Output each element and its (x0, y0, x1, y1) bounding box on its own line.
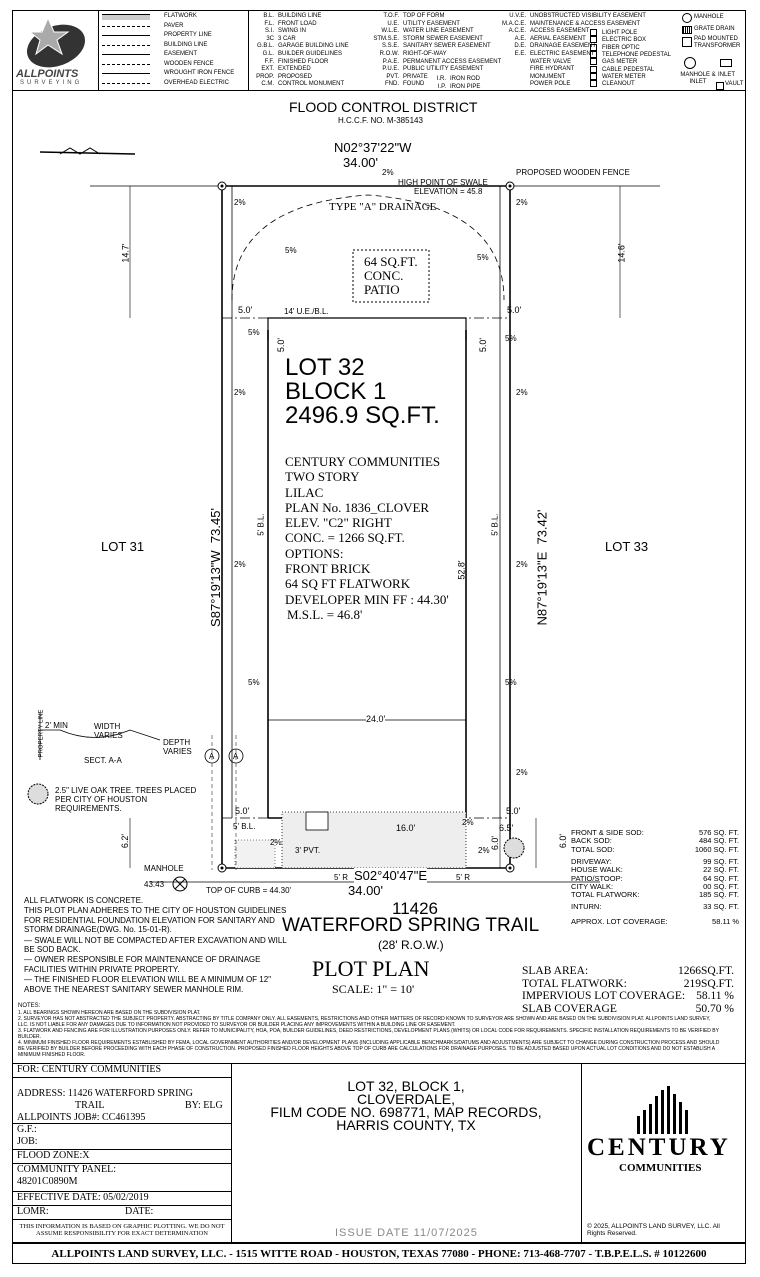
legend-abbrev-code: E.E. (514, 51, 526, 57)
slab-row (522, 990, 734, 1003)
slab-value: 50.70 % (695, 1002, 734, 1015)
coverage-row (571, 891, 739, 899)
legend-linetype-label: PROPERTY LINE (164, 32, 212, 38)
legend-abbrev-code: I.P. (437, 83, 446, 90)
client: FOR: CENTURY COMMUNITIES (17, 1064, 162, 1075)
legend-symbol-label: CABLE PEDESTAL (602, 66, 655, 73)
lot-title: LOT 32 BLOCK 1 2496.9 SQ.FT. (285, 354, 440, 429)
fine-print-note: 2. SURVEYOR HAS NOT ABSTRACTED THE SUBJECT PROPERTY. ABSTRACTING BY TITLE COMPANY ONLY. ALL EASEMENTS, RESTRICTIONS AND OTHER MATTERS OF RECORD KNOWN TO SURVEYOR ARE SHOWN AND ARE BASED ON THE SUBDIVISION PLAT. ALLPOINTS LAND SURVEY, LLC. IS NOT LIABLE FOR ANY DAMAGES DUE TO INFORMATION NOT PROVIDED TO SURVEYOR OR BUILDER PLACING ANY IMPROVEMENTS WITHIN A BUILDING LINE OR EASEMENT. (18, 1016, 711, 1028)
legend-abbrev-code: FND. (385, 81, 399, 88)
high-point: HIGH POINT OF SWALE (398, 178, 488, 187)
legend-abbrev-text: FOUND (403, 81, 425, 88)
dim-60-a: 6.0' (490, 835, 501, 851)
dim-62: 6.2' (120, 833, 131, 849)
slope-pct: 5% (505, 678, 517, 687)
drainage-label: TYPE "A" DRAINAGE (329, 201, 437, 213)
title-block (12, 1063, 746, 1243)
legend-abbrev-code: PROP. (256, 73, 274, 80)
slab-label: SLAB AREA: (522, 965, 589, 977)
legend-abbrev-text: 3 CAR (278, 35, 296, 42)
drawn-by: BY: ELG (185, 1100, 223, 1111)
slab-row (522, 1003, 734, 1016)
legend-symbol-label: TELEPHONE PEDESTAL (602, 51, 671, 58)
legend-abbrev-text: MAINTENANCE & ACCESS EASEMENT (530, 20, 641, 27)
legend-abbrev-code: P.U.E. (382, 66, 399, 73)
title-block-right (581, 1064, 747, 1244)
legend-abbrev-text: TOP OF FORM (403, 13, 445, 19)
fine-print-note: 4. MINIMUM FINISHED FLOOR REQUIREMENTS ESTABLISHED BY FEMA, LOCAL GOVERNMENT AUTHORITIES AND/OR DEVELOPMENT PLANS (INCLUDING APPLICABLE BENCHMARKS/DATUMS AND ADJUSTMENTS) ARE SUBJECT TO CHANGE DURING CONSTRUCTION PROCESS AND SHOULD BE VERIFIED BY BUILDER BEFORE PROCEEDING WITH EACH PHASE OF CONSTRUCTION. PROPOSED FINISHED FLOOR HEIGHTS ABOVE TOP OF CURB ARE CALCULATIONS FOR DRAINAGE PURPOSES. TO BE ADJUSTED BASED UPON ACTUAL LOT CONDITIONS AND DO NOT ESTABLISH A MINIMUM FINISHED FLOOR. (18, 1040, 720, 1058)
company-sub: SURVEYING (20, 80, 83, 86)
disclaimer: THIS INFORMATION IS BASED ON GRAPHIC PLOTTING. WE DO NOT ASSUME RESPONSIBILITY FOR EXACT DETERMINATION (19, 1223, 225, 1237)
house-note-line: LILAC (285, 484, 324, 500)
slope-pct: 2% (382, 168, 394, 177)
legend-abbrev-text: FINISHED FLOOR (278, 58, 329, 65)
slab-value: 58.11 % (696, 990, 734, 1003)
dim-65: 6.5' (499, 823, 514, 833)
coverage-label: INTURN: (571, 902, 602, 912)
general-note: ALL FLATWORK IS CONCRETE. (24, 896, 144, 905)
slope-pct: 2% (234, 560, 246, 569)
address-line-2: TRAIL (75, 1100, 105, 1111)
community-panel-number: 48201C0890M (17, 1176, 78, 1187)
patio-label: 64 SQ.FT. CONC. PATIO (364, 254, 418, 297)
legend-abbrev-code: R.O.W. (379, 51, 399, 57)
sect-label: SECT. A-A (84, 756, 122, 765)
house-note-line: CONC. = 1266 SQ.FT. (285, 530, 405, 546)
east-bearing: N87°19'13"E 73.42' (534, 509, 550, 626)
legend-abbrev-text: CONTROL MONUMENT (278, 81, 345, 88)
slope-pct: 5% (248, 678, 260, 687)
legend-abbrev-text: POWER POLE (530, 81, 571, 88)
dim-160: 16.0' (396, 823, 416, 833)
house-note-line: M.S.L. = 46.8' (287, 606, 363, 622)
dim-60-b: 6.0' (558, 833, 569, 849)
legend-linetype-label: WOODEN FENCE (164, 60, 214, 67)
legend-abbrev-text: PUBLIC UTILITY EASEMENT (403, 66, 484, 73)
legend-abbrev-code: PVT. (386, 73, 399, 80)
slab-label: SLAB COVERAGE (522, 1002, 617, 1015)
coverage-value: 00 SQ. FT. (703, 881, 739, 891)
sect-pl: PROPERTY LINE (38, 709, 45, 758)
coverage-row (571, 903, 739, 911)
front-bl: 5' B.L. (233, 822, 256, 831)
legend-linetype-label: PAVER (164, 22, 184, 29)
notes-title: NOTES: (18, 1003, 41, 1009)
gf-number: G.F.: (17, 1124, 37, 1135)
legend-abbrev-text: STORM SEWER EASEMENT (403, 35, 483, 42)
legend-abbrev-code: D.E. (514, 43, 526, 50)
slope-pct: 2% (234, 388, 246, 397)
slope-pct: 2% (234, 198, 246, 207)
brand-name: CENTURY (587, 1134, 731, 1161)
century-logo-icon (623, 1086, 703, 1134)
coverage-value: 1060 SQ. FT. (694, 844, 739, 854)
sect-width: WIDTH VARIES (94, 722, 123, 740)
copyright: © 2025, ALLPOINTS LAND SURVEY, LLC. All Rights Reserved. (587, 1223, 720, 1237)
coverage-label: TOTAL FLATWORK: (571, 890, 640, 900)
legend-abbrev-code: U.E. (387, 20, 399, 27)
slab-label: IMPERVIOUS LOT COVERAGE: (522, 990, 686, 1003)
ue-bl-label: 14' U.E./B.L. (284, 307, 329, 316)
legend-abbrev-code: F.F. (264, 58, 274, 65)
legend-vault: VAULT (725, 81, 744, 87)
legend-linetype-label: WROUGHT IRON FENCE (164, 70, 235, 76)
legend-linetype-label: BUILDING LINE (164, 41, 208, 48)
title-block-left (13, 1064, 232, 1244)
legend-abbrev-code: B.L. (263, 13, 274, 19)
legend-transformer: PAD MOUNTED TRANSFORMER (694, 36, 741, 49)
legend-abbrev-code: A.E. (514, 35, 526, 42)
lomr: LOMR: (17, 1206, 49, 1217)
issue-date: ISSUE DATE 11/07/2025 (335, 1227, 478, 1239)
legend-abbrev-code: F.L. (264, 20, 274, 27)
house-notes (285, 454, 449, 622)
slope-pct: 5% (248, 328, 260, 337)
dim-528: 52.8' (456, 560, 467, 580)
legend-abbrev-text: GARAGE BUILDING LINE (278, 43, 349, 50)
dim-50-rear-east: 5.0' (478, 337, 489, 353)
dim-50-rear-west: 5.0' (276, 337, 287, 353)
coverage-value: 33 SQ. FT. (703, 902, 739, 912)
legend-symbol-label: ELECTRIC BOX (602, 37, 647, 44)
company-name: ALLPOINTS (16, 68, 79, 80)
legend-abbrev-code: G.B.L. (256, 43, 274, 50)
legend-abbrev-code: EXT. (261, 66, 274, 73)
legend-abbrev-text: IRON ROD (450, 76, 480, 82)
legend-grate-drain: GRATE DRAIN (694, 26, 735, 32)
general-note: — SWALE WILL NOT BE COMPACTED AFTER EXCAVATION AND WILL BE SOD BACK. (24, 935, 287, 955)
legal-line: LOT 32, BLOCK 1, (347, 1078, 465, 1094)
legend-abbrev-text: UNOBSTRUCTED VISIBILITY EASEMENT (530, 13, 646, 19)
slope-pct: 2% (478, 846, 490, 855)
lomr-date: DATE: (125, 1206, 154, 1217)
coverage-label: DRIVEWAY: (571, 856, 612, 866)
general-note: — OWNER RESPONSIBLE FOR MAINTENANCE OF DRAINAGE FACILITIES WITHIN PRIVATE PROPERTY. (24, 955, 261, 974)
legend-abbrev-text: RIGHT-OF-WAY (403, 51, 447, 57)
legend-abbrev-text: FRONT LOAD (278, 20, 317, 27)
legend-abbrev-code: P.A.E. (382, 58, 399, 65)
legend-symbol-label: GAS METER (602, 59, 638, 66)
house-note-line: DEVELOPER MIN FF : 44.30' (285, 591, 449, 607)
legend-manhole-inlet: MANHOLE & INLET (680, 72, 716, 85)
slab-row (522, 965, 734, 978)
coverage-label: PATIO/STOOP: (571, 873, 623, 883)
north-distance: 34.00' (343, 155, 379, 170)
north-bearing: N02°37'22"W (334, 140, 412, 155)
coverage-value: 58.11 % (712, 916, 739, 926)
slope-pct: 2% (516, 388, 528, 397)
legend-abbrev-code: C.M. (261, 81, 274, 88)
side-bl-west: 5' B.L. (256, 513, 266, 536)
legend-abbrev-text: WATER LINE EASEMENT (403, 28, 474, 35)
sect-min: 2' MIN (45, 721, 68, 730)
legend-abbrev-code: G.L. (262, 51, 274, 57)
house-note-line: PLAN No. 1836_CLOVER (285, 499, 430, 515)
coverage-label: FRONT & SIDE SOD: (571, 828, 644, 837)
slope-pct: 2% (462, 818, 474, 827)
house-note-line: ELEV. "C2" RIGHT (285, 515, 392, 531)
house-note-line: TWO STORY (285, 469, 360, 485)
address-number: 11426 (392, 899, 439, 918)
legend-abbrev-text: BUILDER GUIDELINES (278, 51, 343, 57)
slab-value: 1266SQ.FT. (677, 965, 734, 977)
dim-50-front-west: 5.0' (235, 806, 250, 816)
legend-abbrev-code: I.R. (436, 76, 446, 82)
fine-print-note: 1. ALL BEARINGS SHOWN HEREON ARE BASED ON THE SUBDIVISION PLAT. (18, 1010, 201, 1016)
slab-label: TOTAL FLATWORK: (522, 977, 627, 990)
legal-description (231, 1080, 581, 1132)
legend-abbrev-text: PROPOSED (278, 73, 313, 80)
street-name: WATERFORD SPRING TRAIL (282, 915, 540, 936)
pvt-label: 3' PVT. (295, 846, 321, 855)
legend-abbrev-text: PERMANENT ACCESS EASEMENT (403, 58, 502, 65)
south-distance: 34.00' (348, 883, 384, 898)
house-note-line: 64 SQ FT FLATWORK (285, 576, 411, 592)
coverage-value: 22 SQ. FT. (703, 865, 739, 875)
legend-abbrev-text: WATER VALVE (530, 58, 572, 65)
general-note: — THE FINISHED FLOOR ELEVATION WILL BE A MINIMUM OF 12" ABOVE THE NEAREST SANITARY SEWER MANHOLE RIM. (24, 975, 272, 994)
sect-depth: DEPTH VARIES (163, 738, 192, 756)
slope-pct: 2% (516, 560, 528, 569)
legend-symbol-label: WATER METER (602, 73, 646, 80)
legend-abbrev-text: ELECTRIC EASEMENT (530, 51, 595, 57)
general-notes (24, 896, 294, 995)
legend-symbol-label: CLEANOUT (602, 81, 635, 88)
north-district-sub: H.C.C.F. NO. M-385143 (338, 116, 423, 125)
legend-abbrev-text: SANITARY SEWER EASEMENT (403, 43, 491, 50)
legend-abbrev-code: T.O.F. (383, 13, 399, 19)
legend-abbrev-text: DRAINAGE EASEMENT (530, 43, 597, 50)
coverage-value: 64 SQ. FT. (703, 873, 739, 883)
legend-abbrev-text: UTILITY EASEMENT (403, 20, 460, 27)
coverage-label: BACK SOD: (571, 836, 612, 846)
effective-date: EFFECTIVE DATE: 05/02/2019 (17, 1192, 149, 1203)
legal-line: CLOVERDALE, (356, 1091, 456, 1107)
community-panel-label: COMMUNITY PANEL: (17, 1164, 116, 1175)
coverage-label: TOTAL SOD: (571, 844, 615, 854)
coverage-row (571, 846, 739, 854)
top-of-curb: TOP OF CURB = 44.30' (206, 886, 292, 895)
legend-abbrev-code: S.I. (264, 28, 274, 35)
legend-abbrev-text: BUILDING LINE (278, 13, 322, 19)
slope-pct: 2% (516, 768, 528, 777)
radius-west: 5' R (334, 873, 348, 882)
legend-abbrev-code: U.V.E. (509, 13, 526, 19)
lot-31: LOT 31 (101, 539, 145, 554)
brand-sub: COMMUNITIES (619, 1162, 702, 1174)
dim-east-50: 5.0' (507, 305, 522, 315)
footer: ALLPOINTS LAND SURVEY, LLC. - 1515 WITTE ROAD - HOUSTON, TEXAS 77080 - PHONE: 713-468-7707 - T.B.P.E.L.S. # 10122600 (12, 1243, 746, 1264)
legend-abbrev-code: A.C.E. (508, 28, 526, 35)
dim-west-50: 5.0' (238, 305, 253, 315)
slope-pct: 5% (477, 253, 489, 262)
dim-147: 14.7' (120, 243, 131, 263)
fine-print-note: 3. FLATWORK AND FENCING ARE FOR ILLUSTRATION PURPOSES ONLY. REFER TO MUNICIPALITY, HOA, POA, BUILDER GUIDELINES, DEED RESTRICTIONS, DEVELOPMENT PLANS (WHITS) OR LOCAL CODE FOR REQUIREMENTS. SPECIFIC INSTALLATION REQUIREMENTS TO BE VERIFIED BY BUILDER. (18, 1028, 719, 1040)
coverage-value: 99 SQ. FT. (703, 856, 739, 866)
address-line-1: ADDRESS: 11426 WATERFORD SPRING (17, 1088, 193, 1099)
section-marker-a: A (209, 752, 215, 761)
house-note-line: OPTIONS: (285, 545, 344, 561)
legend-abbrev-text: MONUMENT (530, 73, 566, 80)
legend-abbrev-code: STM.S.E. (373, 35, 399, 42)
radius-east: 5' R (456, 873, 470, 882)
proposed-fence: PROPOSED WOODEN FENCE (516, 168, 630, 177)
manhole-label: MANHOLE (144, 864, 184, 873)
legend-abbrev-code: M.A.C.E. (501, 20, 526, 27)
coverage-value: 484 SQ. FT. (698, 836, 739, 846)
elevation: ELEVATION = 45.8 (414, 187, 483, 196)
general-note: THIS PLOT PLAN ADHERES TO THE CITY OF HOUSTON GUIDELINES FOR RESIDENTIAL FOUNDATION ELEVATION FOR SANITARY AND STORM DRAINAGE(DWG. No. 15-01-R). (24, 906, 287, 935)
dim-146: 14.6' (616, 243, 627, 263)
coverage-row (571, 918, 739, 926)
legal-line: HARRIS COUNTY, TX (336, 1117, 476, 1133)
job-field: JOB: (17, 1136, 38, 1147)
house-note-line: FRONT BRICK (285, 561, 371, 577)
legal-line: FILM CODE NO. 698771, MAP RECORDS, (270, 1104, 542, 1120)
legend-abbrev-text: EXTENDED (278, 66, 311, 73)
north-district: FLOOD CONTROL DISTRICT (289, 99, 478, 115)
slab-row (522, 978, 734, 991)
legend-abbrev-text: AERIAL EASEMENT (530, 35, 586, 42)
job-number: ALLPOINTS JOB#: CC461395 (17, 1112, 146, 1123)
plot-plan-scale: SCALE: 1" = 10' (332, 982, 415, 996)
legend-inlet: INLET (718, 72, 736, 78)
legend-symbol-label: LIGHT POLE (602, 30, 638, 37)
coverage-value: 576 SQ. FT. (698, 828, 739, 837)
legend-abbrev-code: W.L.E. (381, 28, 399, 35)
slope-pct: 2% (270, 838, 282, 847)
plot-plan-title: PLOT PLAN (312, 956, 430, 981)
coverage-label: HOUSE WALK: (571, 865, 623, 875)
south-bearing: S02°40'47"E (354, 868, 428, 883)
tree-note: 2.5" LIVE OAK TREE. TREES PLACED PER CITY OF HOUSTON REQUIREMENTS. (55, 786, 197, 813)
row-width: (28' R.O.W.) (378, 938, 444, 952)
legend-linetype-label: FLATWORK (164, 13, 197, 19)
slope-pct: 5% (285, 246, 297, 255)
title-block-center (231, 1064, 582, 1244)
legend-abbrev-text: ACCESS EASEMENT (530, 28, 590, 35)
legend-linetype-label: OVERHEAD ELECTRIC (164, 79, 230, 86)
fine-print-notes (18, 1010, 722, 1058)
legend-abbrev-text: PRIVATE (403, 73, 428, 80)
lot-33: LOT 33 (605, 539, 649, 554)
legend-symbol-label: FIBER OPTIC (602, 44, 640, 51)
legend-abbrev-code: S.S.E. (381, 43, 399, 50)
coverage-value: 185 SQ. FT. (698, 890, 739, 900)
manhole-icon (173, 877, 187, 891)
slope-pct: 5% (505, 334, 517, 343)
coverage-label: CITY WALK: (571, 881, 614, 891)
legend-abbrev-text: IRON PIPE (450, 83, 481, 90)
slope-pct: 2% (516, 198, 528, 207)
dim-50-front-east: 5.0' (506, 806, 521, 816)
legend-linetype-label: EASEMENT (164, 51, 198, 57)
section-marker-a: A (233, 752, 239, 761)
flood-zone: FLOOD ZONE:X (17, 1150, 90, 1161)
legend-manhole: MANHOLE (694, 14, 724, 20)
legend-abbrev-code: 3C (266, 35, 274, 42)
legend-abbrev-text: SWING IN (278, 28, 306, 35)
house-note-line: CENTURY COMMUNITIES (285, 454, 441, 469)
manhole-elev: 43.43 (144, 880, 165, 889)
coverage-label: APPROX. LOT COVERAGE: (571, 916, 668, 926)
side-bl-east: 5' B.L. (490, 513, 500, 536)
dim-240: 24.0' (366, 714, 386, 724)
slab-value: 219SQ.FT. (683, 977, 734, 990)
west-bearing: S87°19'13"W 73.45' (207, 508, 223, 627)
legend-abbrev-text: FIRE HYDRANT (530, 66, 575, 73)
